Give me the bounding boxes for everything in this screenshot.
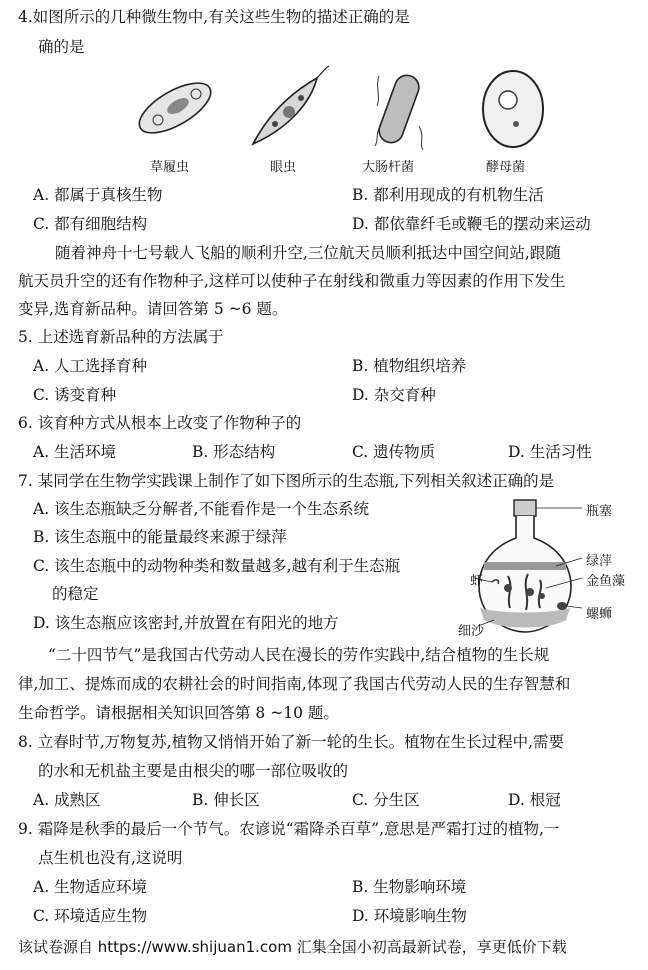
passage1-line3: 变异,选育新品种。请回答第 5 ~6 题。 bbox=[18, 300, 288, 318]
q4-option-b: B. 都利用现成的有机物生活 bbox=[352, 186, 544, 204]
label-cork: 瓶塞 bbox=[586, 504, 613, 519]
q7-option-d: D. 该生态瓶应该密封,并放置在有阳光的地方 bbox=[33, 614, 339, 632]
paramecium-figure bbox=[130, 68, 220, 148]
eco-bottle-figure bbox=[470, 496, 580, 636]
q7-option-c: C. 该生态瓶中的动物种类和数量越多,越有利于生态瓶 bbox=[33, 557, 401, 575]
euglena-figure bbox=[245, 66, 330, 151]
caption-euglena: 眼虫 bbox=[270, 160, 297, 175]
q5-option-c: C. 诱变育种 bbox=[33, 386, 117, 404]
passage2-line3: 生命哲学。请根据相关知识回答第 8 ~10 题。 bbox=[18, 704, 339, 722]
q4-option-c: C. 都有细胞结构 bbox=[33, 215, 148, 233]
q6-option-b: B. 形态结构 bbox=[192, 443, 276, 461]
label-shrimp: 虾 bbox=[470, 574, 484, 589]
q9-stem-cont: 点生机也没有,这说明 bbox=[38, 849, 183, 867]
caption-paramecium: 草履虫 bbox=[150, 160, 190, 175]
q8-option-d: D. 根冠 bbox=[508, 791, 561, 809]
q4-stem-cont: 确的是 bbox=[38, 38, 85, 56]
q9-option-d: D. 环境影响生物 bbox=[352, 907, 467, 925]
q6-option-d: D. 生活习性 bbox=[508, 443, 592, 461]
q6-stem: 6. 该育种方式从根本上改变了作物种子的 bbox=[18, 414, 302, 432]
q9-option-b: B. 生物影响环境 bbox=[352, 878, 467, 896]
label-duckweed: 绿萍 bbox=[586, 554, 613, 569]
q9-option-c: C. 环境适应生物 bbox=[33, 907, 148, 925]
q8-stem-cont: 的水和无机盐主要是由根尖的哪一部位吸收的 bbox=[38, 762, 349, 780]
q7-stem: 7. 某同学在生物学实践课上制作了如下图所示的生态瓶,下列相关叙述正确的是 bbox=[18, 472, 555, 490]
q5-option-a: A. 人工选择育种 bbox=[33, 357, 148, 375]
q8-option-c: C. 分生区 bbox=[352, 791, 420, 809]
label-hornwort: 金鱼藻 bbox=[586, 574, 626, 589]
passage1-line2: 航天员升空的还有作物种子,这样可以使种子在射线和微重力等因素的作用下发生 bbox=[18, 272, 566, 290]
q4-option-d: D. 都依靠纤毛或鞭毛的摆动来运动 bbox=[352, 215, 591, 233]
q5-stem: 5. 上述选育新品种的方法属于 bbox=[18, 328, 224, 346]
q6-option-c: C. 遗传物质 bbox=[352, 443, 436, 461]
q4-stem: 4.如图所示的几种微生物中,有关这些生物的描述正确的是 bbox=[18, 8, 410, 26]
label-snail: 螺蛳 bbox=[586, 607, 613, 622]
q7-option-c-cont: 的稳定 bbox=[52, 585, 99, 603]
caption-yeast: 酵母菌 bbox=[486, 160, 526, 175]
q5-option-d: D. 杂交育种 bbox=[352, 386, 436, 404]
q9-option-a: A. 生物适应环境 bbox=[33, 878, 148, 896]
q4-option-a: A. 都属于真核生物 bbox=[33, 186, 163, 204]
caption-e-coli: 大肠杆菌 bbox=[362, 160, 415, 175]
yeast-figure bbox=[478, 68, 548, 150]
q8-option-a: A. 成熟区 bbox=[33, 791, 101, 809]
footer-source-note: 该试卷源自 https://www.shijuan1.com 汇集全国小初高最新试卷，享更低价下载 bbox=[18, 938, 567, 956]
q5-option-b: B. 植物组织培养 bbox=[352, 357, 467, 375]
q6-option-a: A. 生活环境 bbox=[33, 443, 117, 461]
q7-option-b: B. 该生态瓶中的能量最终来源于绿萍 bbox=[33, 528, 287, 546]
passage2-line2: 律,加工、提炼而成的农耕社会的时间指南,体现了我国古代劳动人民的生存智慧和 bbox=[18, 675, 571, 693]
passage2-line1: “二十四节气”是我国古代劳动人民在漫长的劳作实践中,结合植物的生长规 bbox=[48, 646, 550, 664]
q8-option-b: B. 伸长区 bbox=[192, 791, 260, 809]
q9-stem: 9. 霜降是秋季的最后一个节气。农谚说“霜降杀百草”,意思是严霜打过的植物,一 bbox=[18, 820, 560, 838]
passage1-line1: 随着神舟十七号载人飞船的顺利升空,三位航天员顺利抵达中国空间站,跟随 bbox=[55, 244, 561, 262]
q8-stem: 8. 立春时节,万物复苏,植物又悄悄开始了新一轮的生长。植物在生长过程中,需要 bbox=[18, 733, 564, 751]
e-coli-figure bbox=[375, 66, 425, 151]
label-sand: 细沙 bbox=[458, 624, 485, 639]
q7-option-a: A. 该生态瓶缺乏分解者,不能看作是一个生态系统 bbox=[33, 500, 369, 518]
